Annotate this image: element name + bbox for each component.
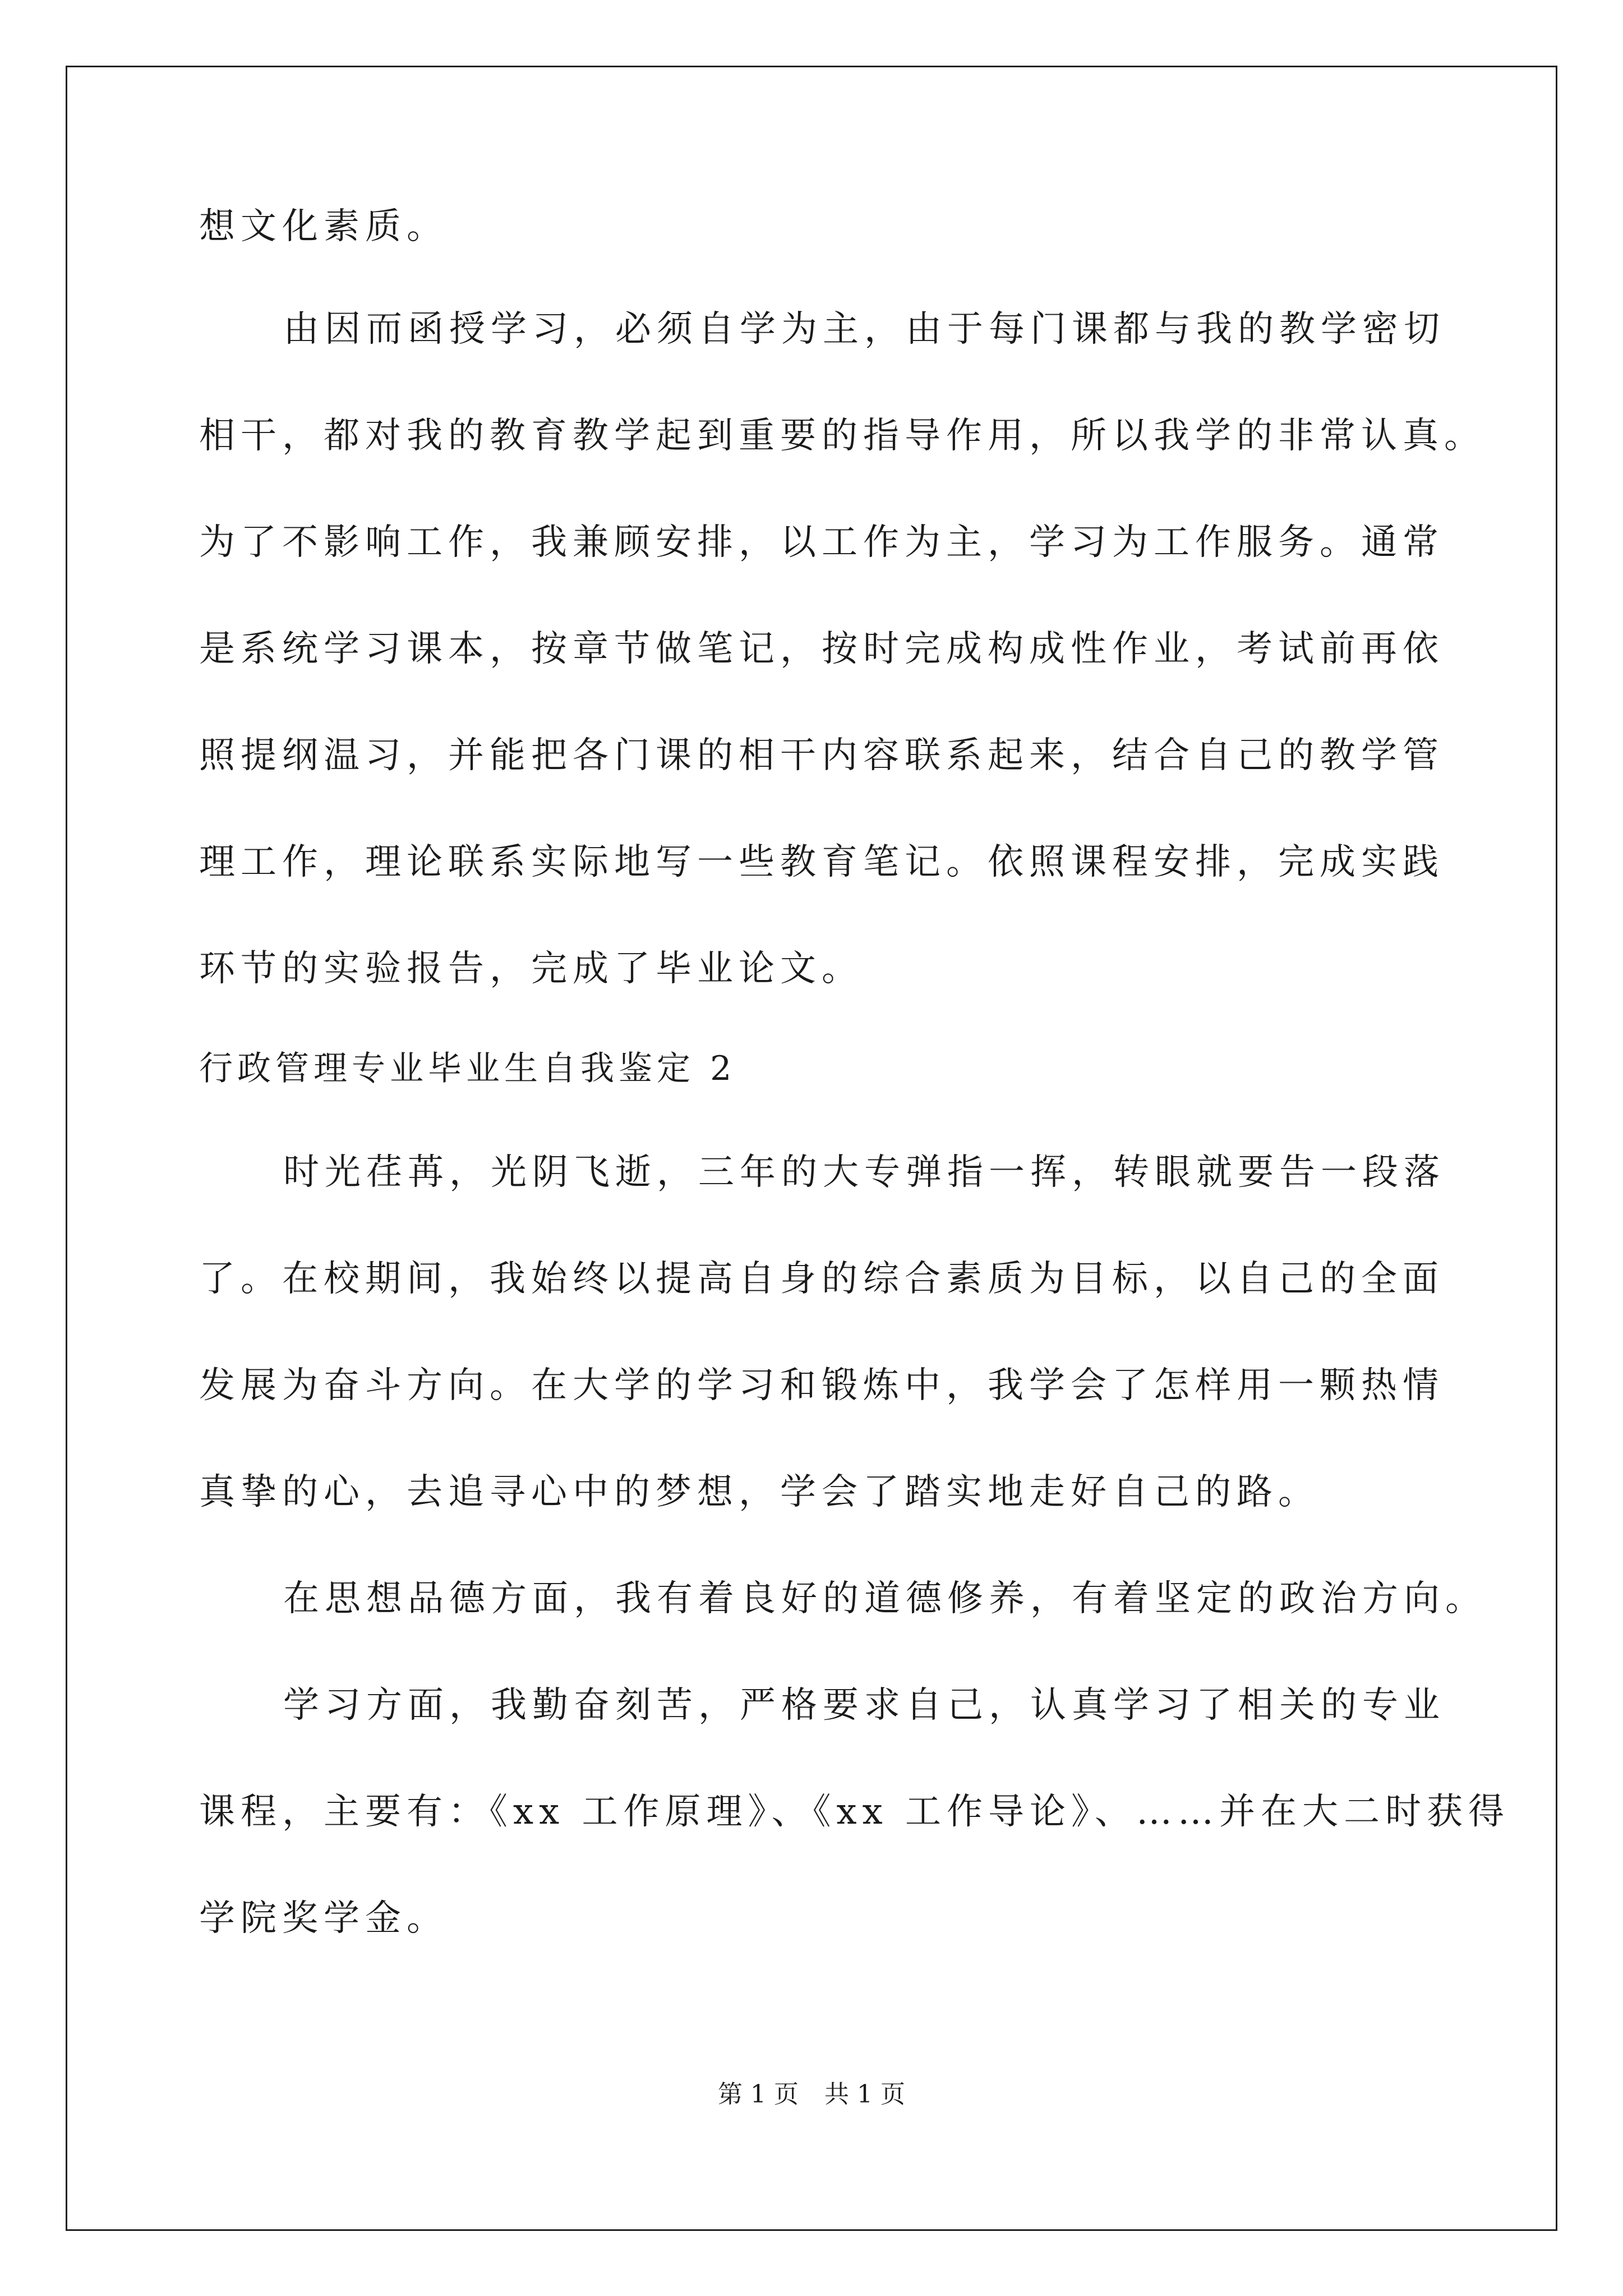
paragraph-line: 相干，都对我的教育教学起到重要的指导作用，所以我学的非常认真。 — [199, 415, 1486, 457]
page-number: 第 1 页 — [718, 2080, 799, 2109]
section-heading: 行政管理专业毕业生自我鉴定 2 — [199, 1049, 736, 1088]
paragraph-line: 想文化素质。 — [199, 206, 448, 247]
page-footer — [0, 2082, 1623, 2107]
page-total: 共 1 页 — [824, 2080, 905, 2109]
paragraph-line: 发展为奋斗方向。在大学的学习和锻炼中，我学会了怎样用一颗热情 — [199, 1365, 1444, 1406]
paragraph-line: 环节的实验报告，完成了毕业论文。 — [199, 948, 863, 990]
paragraph-line: 由因而函授学习，必须自学为主，由于每门课都与我的教学密切 — [283, 309, 1445, 350]
paragraph-line: 照提纲温习，并能把各门课的相干内容联系起来，结合自己的教学管 — [199, 735, 1444, 776]
paragraph-line: 了。在校期间，我始终以提高自身的综合素质为目标，以自己的全面 — [199, 1258, 1444, 1300]
paragraph-line: 真挚的心，去追寻心中的梦想，学会了踏实地走好自己的路。 — [199, 1471, 1320, 1513]
paragraph-line: 理工作，理论联系实际地写一些教育笔记。依照课程安排，完成实践 — [199, 841, 1444, 883]
paragraph-line: 课程，主要有：《xx 工作原理》、《xx 工作导论》、……并在大二时获得 — [199, 1791, 1510, 1833]
paragraph-line: 是系统学习课本，按章节做笔记，按时完成构成性作业，考试前再依 — [199, 628, 1444, 670]
paragraph-line: 为了不影响工作，我兼顾安排，以工作为主，学习为工作服务。通常 — [199, 522, 1444, 563]
paragraph-line: 时光荏苒，光阴飞逝，三年的大专弹指一挥，转眼就要告一段落 — [283, 1152, 1445, 1193]
paragraph-line: 在思想品德方面，我有着良好的道德修养，有着坚定的政治方向。 — [283, 1578, 1487, 1619]
paragraph-line: 学院奖学金。 — [199, 1898, 448, 1939]
paragraph-line: 学习方面，我勤奋刻苦，严格要求自己，认真学习了相关的专业 — [283, 1685, 1445, 1726]
